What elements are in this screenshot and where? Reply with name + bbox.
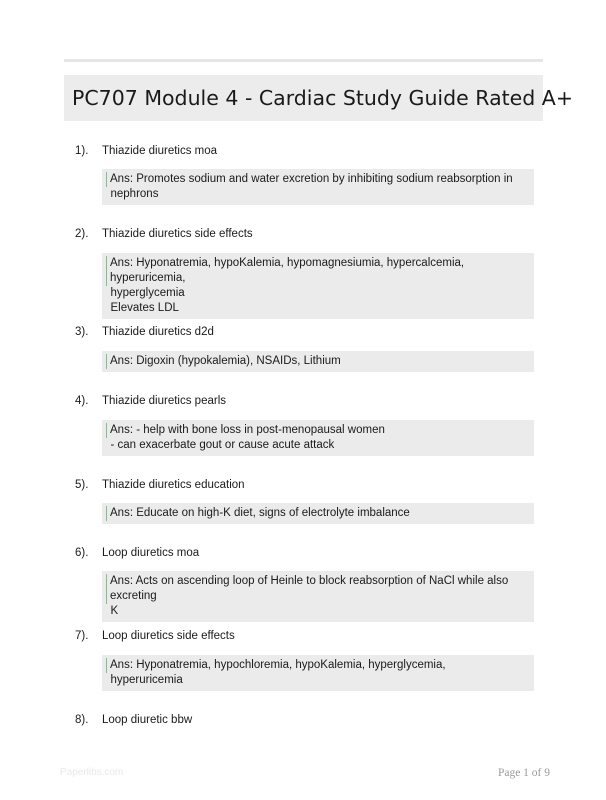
answer-box	[102, 253, 534, 319]
question-number: 8).	[75, 714, 89, 726]
question-number: 6).	[75, 547, 89, 559]
answer-line: Ans: - help with bone loss in post-menopausal women	[106, 423, 528, 438]
question-number: 4).	[75, 395, 89, 407]
question-text: Thiazide diuretics education	[102, 479, 245, 491]
question-text: Thiazide diuretics d2d	[102, 326, 214, 338]
answer-line: hyperglycemia	[110, 287, 185, 299]
top-divider	[64, 59, 543, 62]
answer-line: - can exacerbate gout or cause acute attack	[110, 439, 335, 451]
question-number: 1).	[75, 145, 89, 157]
question-text: Loop diuretic bbw	[102, 714, 193, 726]
answer-box	[102, 169, 534, 205]
page-title: PC707 Module 4 - Cardiac Study Guide Rated A+	[72, 86, 574, 110]
question-number: 5).	[75, 479, 89, 491]
answer-box	[102, 503, 534, 524]
answer-line: Ans: Hyponatremia, hypochloremia, hypoKalemia, hyperglycemia,	[106, 658, 528, 673]
question-text: Thiazide diuretics side effects	[102, 228, 253, 240]
question-text: Thiazide diuretics moa	[102, 145, 218, 157]
question-text: Loop diuretics moa	[102, 547, 200, 559]
answer-box	[102, 655, 534, 691]
answer-line: Elevates LDL	[110, 302, 179, 314]
question-number: 3).	[75, 326, 89, 338]
answer-line: Ans: Educate on high-K diet, signs of electrolyte imbalance	[106, 506, 528, 521]
answer-line: Ans: Acts on ascending loop of Heinle to block reabsorption of NaCl while also excreting	[106, 574, 528, 604]
footer-watermark: Paperlibs.com	[60, 767, 124, 778]
answer-box	[102, 571, 534, 622]
page-number: Page 1 of 9	[497, 767, 550, 779]
answer-box	[102, 351, 534, 372]
answer-line: K	[110, 605, 119, 617]
answer-box	[102, 420, 534, 456]
question-text: Thiazide diuretics pearls	[102, 395, 227, 407]
question-number: 7).	[75, 630, 89, 642]
answer-line: Ans: Digoxin (hypokalemia), NSAIDs, Lithium	[106, 354, 528, 369]
question-number: 2).	[75, 228, 89, 240]
title-banner	[64, 75, 574, 121]
answer-line: nephrons	[110, 188, 159, 200]
question-text: Loop diuretics side effects	[102, 630, 235, 642]
answer-line: hyperuricemia	[110, 674, 183, 686]
answer-line: Ans: Promotes sodium and water excretion by inhibiting sodium reabsorption in	[106, 172, 528, 187]
answer-line: Ans: Hyponatremia, hypoKalemia, hypomagnesiumia, hypercalcemia, hyperuricemia,	[106, 256, 528, 286]
